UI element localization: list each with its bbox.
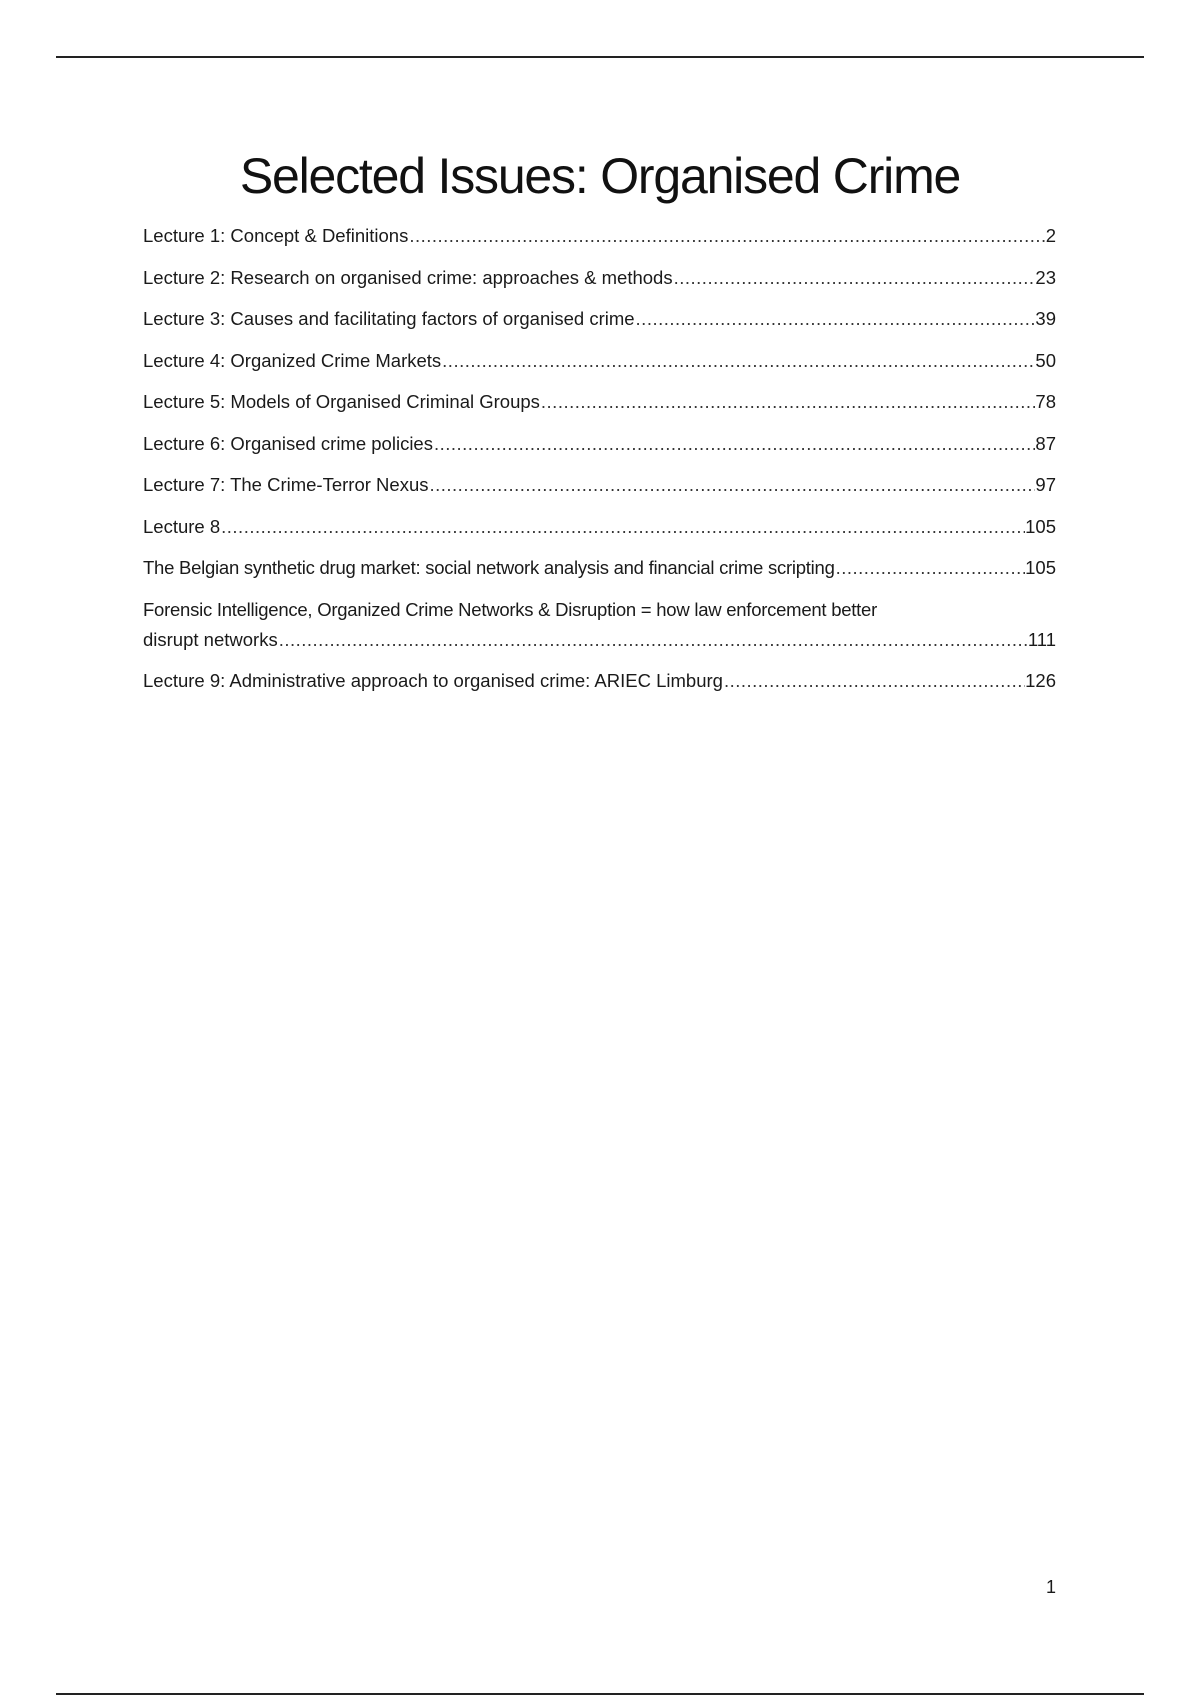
toc-entry-label-line1: Forensic Intelligence, Organized Crime Networks & Disruption = how law enforcement better xyxy=(143,598,878,620)
toc-entry-label: Lecture 5: Models of Organised Criminal Groups xyxy=(143,391,540,412)
toc-dot-leader xyxy=(540,387,1036,417)
table-of-contents xyxy=(143,221,1056,708)
toc-entry-label: Lecture 2: Research on organised crime: approaches & methods xyxy=(143,266,673,288)
toc-dot-leader xyxy=(428,470,1035,500)
toc-entry-label-line2: disrupt networks xyxy=(143,628,278,650)
toc-dot-leader xyxy=(635,304,1036,334)
toc-entry-lecture-3[interactable] xyxy=(143,304,1056,334)
toc-dot-leader xyxy=(835,553,1026,583)
top-rule xyxy=(56,56,1144,58)
toc-entry-page: 23 xyxy=(1035,266,1056,288)
toc-entry-label: Lecture 4: Organized Crime Markets xyxy=(143,349,442,371)
toc-dot-leader xyxy=(278,625,1028,655)
toc-dot-leader xyxy=(433,429,1035,459)
toc-entry-page: 111 xyxy=(1027,628,1056,650)
bottom-rule xyxy=(56,1693,1144,1695)
toc-entry-page: 78 xyxy=(1035,391,1056,412)
toc-entry-lecture-7[interactable] xyxy=(143,470,1056,500)
toc-dot-leader xyxy=(220,512,1025,542)
toc-entry-lecture-8[interactable] xyxy=(143,512,1056,542)
toc-entry-page: 2 xyxy=(1045,225,1056,246)
toc-entry-lecture-4[interactable] xyxy=(143,346,1056,376)
toc-entry-page: 50 xyxy=(1035,349,1056,371)
toc-entry-belgian-drug-market[interactable] xyxy=(143,553,1056,583)
toc-entry-page: 105 xyxy=(1025,557,1056,578)
toc-entry-label: Lecture 7: The Crime-Terror Nexus xyxy=(143,474,429,495)
toc-entry-lecture-5[interactable] xyxy=(143,387,1056,417)
document-title: Selected Issues: Organised Crime xyxy=(239,148,961,204)
toc-entry-page: 97 xyxy=(1035,474,1056,495)
toc-dot-leader xyxy=(673,263,1036,293)
toc-dot-leader xyxy=(441,346,1035,376)
toc-entry-forensic-intelligence[interactable] xyxy=(143,595,1056,655)
page-number: 1 xyxy=(1045,1577,1056,1597)
toc-entry-label: Lecture 6: Organised crime policies xyxy=(143,432,433,454)
toc-entry-page: 126 xyxy=(1025,670,1056,691)
toc-entry-lecture-9[interactable] xyxy=(143,666,1056,696)
toc-entry-page: 105 xyxy=(1025,515,1056,537)
toc-entry-label: Lecture 1: Concept & Definitions xyxy=(143,225,409,246)
toc-entry-label: Lecture 8 xyxy=(143,515,221,537)
toc-entry-lecture-1[interactable] xyxy=(143,221,1056,251)
toc-entry-lecture-2[interactable] xyxy=(143,263,1056,293)
toc-dot-leader xyxy=(408,221,1045,251)
toc-entry-page: 87 xyxy=(1035,432,1056,454)
toc-entry-label: Lecture 3: Causes and facilitating factors of organised crime xyxy=(143,308,635,329)
toc-entry-label: The Belgian synthetic drug market: social network analysis and financial crime scripting xyxy=(143,557,835,578)
toc-dot-leader xyxy=(723,666,1025,696)
toc-entry-lecture-6[interactable] xyxy=(143,429,1056,459)
toc-entry-label: Lecture 9: Administrative approach to organised crime: ARIEC Limburg xyxy=(143,670,723,691)
toc-entry-page: 39 xyxy=(1035,308,1056,329)
